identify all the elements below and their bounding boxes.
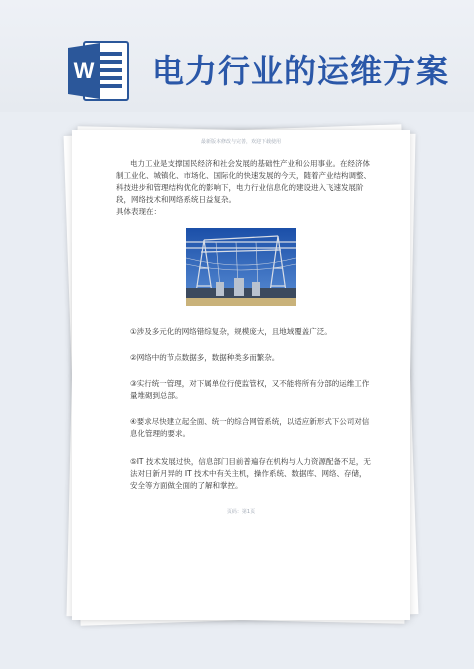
document-header-note: 最新版本修改与完善，欢迎下载使用 (200, 139, 281, 145)
page-title: 电力行业的运维方案 (152, 52, 450, 90)
header-banner (0, 0, 474, 112)
list-item-text: ①涉及多元化的网络错综复杂，规模庞大，且地域覆盖广泛。 (130, 327, 332, 336)
list-item-text: ⑤IT 技术发展过快，信息部门目前普遍存在机构与人力资源配备不足，无法对日新月异的 IT 技术中有关主机，操作系统、数据库、网络、存储，安全等方面做全面的了解和掌控。 (130, 457, 371, 490)
list-item (130, 352, 372, 364)
intro-paragraph: 电力工业是支撑国民经济和社会发展的基础性产业和公用事业。在经济体制工业化、城镇化、市场化、国际化的快速发展的今天，随着产业结构调整、科技进步和管理结构优化的影响下，电力行业信息化的建设进入飞速发展阶段，网络技术和网络系统日益复杂。 (116, 159, 371, 204)
intro-lead: 具体表现在： (116, 207, 161, 216)
word-document-icon (66, 40, 130, 102)
list-item-text: ③实行统一管理，对下属单位行使监管权，又不能将所有分部的运维工作量堆砌到总部。 (130, 379, 370, 400)
list-item (130, 456, 372, 492)
list-item (130, 326, 372, 338)
page-footer: 页码：第1页 (226, 509, 256, 515)
list-item-text: ④要求尽快建立起全面、统一的综合网管系统，以适应新形式下公司对信息化管理的要求。 (130, 417, 370, 438)
svg-text:W: W (73, 58, 95, 83)
substation-photo (186, 228, 296, 306)
list-item (130, 378, 372, 402)
list-item (130, 416, 372, 440)
list-item-text: ②网络中的节点数据多，数据种类多而繁杂。 (130, 353, 280, 362)
document-page (72, 130, 410, 620)
intro-section (116, 158, 372, 218)
substation-image (186, 228, 296, 306)
